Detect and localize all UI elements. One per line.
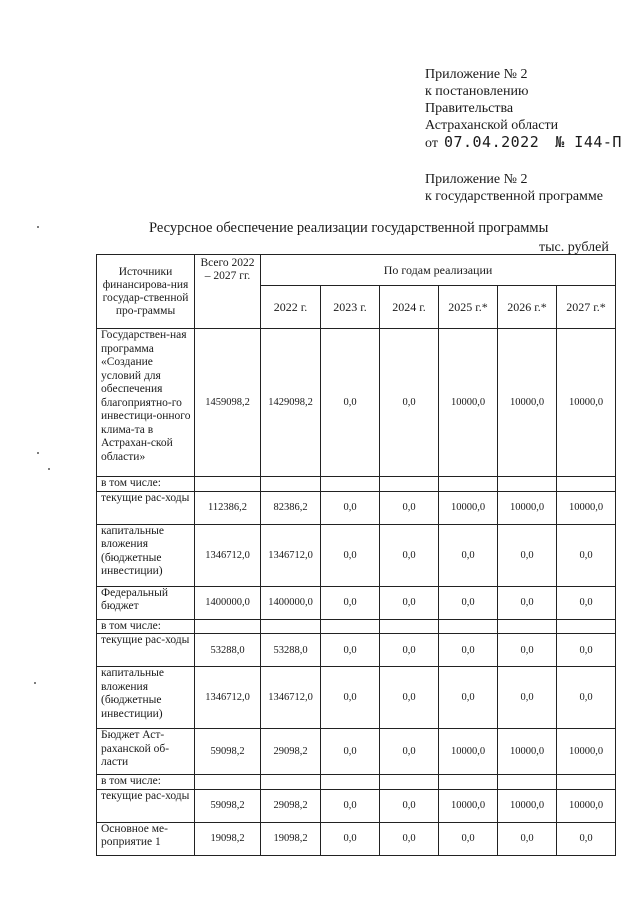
cell-year-value: 0,0 xyxy=(321,634,380,667)
cell-year-value: 0,0 xyxy=(321,729,380,775)
cell-year-value: 1429098,2 xyxy=(261,329,321,477)
unit-label: тыс. рублей xyxy=(539,240,609,255)
header-year: 2023 г. xyxy=(321,286,380,329)
cell-year-value: 0,0 xyxy=(498,634,557,667)
row-label: капитальные вложения (бюджетные инвестиции) xyxy=(97,667,195,729)
cell-year-value: 10000,0 xyxy=(557,729,616,775)
cell-year-value: 10000,0 xyxy=(439,491,498,524)
cell-year-value xyxy=(380,775,439,790)
cell-year-value: 0,0 xyxy=(321,667,380,729)
cell-year-value: 0,0 xyxy=(557,524,616,586)
cell-year-value: 29098,2 xyxy=(261,789,321,822)
scan-speck xyxy=(48,468,50,470)
appendix-decree-line2: к постановлению xyxy=(425,84,529,99)
cell-total: 1400000,0 xyxy=(195,586,261,619)
cell-year-value: 0,0 xyxy=(439,586,498,619)
cell-year-value: 0,0 xyxy=(557,822,616,855)
row-label: текущие рас-ходы xyxy=(97,634,195,667)
cell-total: 1346712,0 xyxy=(195,524,261,586)
header-year: 2025 г.* xyxy=(439,286,498,329)
table-row xyxy=(97,329,616,477)
cell-year-value: 0,0 xyxy=(380,586,439,619)
cell-year-value: 0,0 xyxy=(321,789,380,822)
cell-year-value xyxy=(380,477,439,492)
cell-year-value: 0,0 xyxy=(498,586,557,619)
table-row xyxy=(97,619,616,634)
scan-speck xyxy=(37,452,39,454)
cell-total xyxy=(195,477,261,492)
row-label: Основное ме-роприятие 1 xyxy=(97,822,195,855)
cell-year-value: 0,0 xyxy=(380,524,439,586)
cell-year-value: 0,0 xyxy=(557,634,616,667)
row-label: Бюджет Аст-раханской об-ласти xyxy=(97,729,195,775)
cell-year-value: 1400000,0 xyxy=(261,586,321,619)
cell-year-value: 10000,0 xyxy=(557,329,616,477)
cell-year-value: 10000,0 xyxy=(498,329,557,477)
table-row xyxy=(97,729,616,775)
header-year: 2022 г. xyxy=(261,286,321,329)
table-row xyxy=(97,667,616,729)
cell-year-value: 0,0 xyxy=(557,586,616,619)
cell-year-value: 0,0 xyxy=(439,822,498,855)
cell-total: 112386,2 xyxy=(195,491,261,524)
cell-year-value: 0,0 xyxy=(439,634,498,667)
cell-year-value xyxy=(321,775,380,790)
cell-year-value: 10000,0 xyxy=(498,789,557,822)
cell-total: 59098,2 xyxy=(195,729,261,775)
cell-total: 53288,0 xyxy=(195,634,261,667)
cell-year-value: 10000,0 xyxy=(557,789,616,822)
table-row xyxy=(97,524,616,586)
row-label: в том числе: xyxy=(97,477,195,492)
scan-speck xyxy=(37,226,39,228)
cell-total: 59098,2 xyxy=(195,789,261,822)
cell-year-value xyxy=(261,775,321,790)
cell-year-value xyxy=(439,477,498,492)
resource-table xyxy=(96,254,616,856)
cell-year-value: 53288,0 xyxy=(261,634,321,667)
cell-year-value: 29098,2 xyxy=(261,729,321,775)
cell-year-value: 0,0 xyxy=(321,822,380,855)
appendix-program-block xyxy=(425,171,603,205)
cell-total: 19098,2 xyxy=(195,822,261,855)
cell-year-value xyxy=(498,477,557,492)
cell-year-value: 10000,0 xyxy=(439,789,498,822)
appendix-decree-block xyxy=(425,66,622,152)
cell-year-value xyxy=(498,619,557,634)
cell-year-value: 82386,2 xyxy=(261,491,321,524)
decree-date-line xyxy=(425,134,622,152)
table-row xyxy=(97,789,616,822)
row-label: Федеральный бюджет xyxy=(97,586,195,619)
table-row xyxy=(97,775,616,790)
cell-year-value: 0,0 xyxy=(380,491,439,524)
cell-year-value xyxy=(261,477,321,492)
header-year: 2027 г.* xyxy=(557,286,616,329)
document-title: Ресурсное обеспечение реализации государственной программы xyxy=(149,220,549,236)
header-source: Источники финансирова-ния государ-ственной про-граммы xyxy=(97,255,195,329)
cell-year-value xyxy=(439,619,498,634)
row-label: капитальные вложения (бюджетные инвестиции) xyxy=(97,524,195,586)
cell-year-value: 0,0 xyxy=(321,491,380,524)
cell-total xyxy=(195,619,261,634)
cell-year-value: 0,0 xyxy=(321,329,380,477)
cell-year-value: 10000,0 xyxy=(498,729,557,775)
cell-year-value: 0,0 xyxy=(439,667,498,729)
cell-year-value xyxy=(261,619,321,634)
cell-year-value xyxy=(557,775,616,790)
cell-year-value xyxy=(380,619,439,634)
row-label: Государствен-ная программа «Создание условий для обеспечения благоприятно-го инвестици-онного клима-та в Астрахан-ской области» xyxy=(97,329,195,477)
cell-year-value: 0,0 xyxy=(380,634,439,667)
cell-year-value: 1346712,0 xyxy=(261,667,321,729)
table-row xyxy=(97,586,616,619)
cell-year-value xyxy=(557,477,616,492)
cell-year-value: 10000,0 xyxy=(498,491,557,524)
header-year: 2024 г. xyxy=(380,286,439,329)
cell-total: 1346712,0 xyxy=(195,667,261,729)
cell-year-value: 0,0 xyxy=(380,789,439,822)
cell-year-value: 0,0 xyxy=(321,586,380,619)
table-row xyxy=(97,822,616,855)
row-label: текущие рас-ходы xyxy=(97,789,195,822)
cell-year-value xyxy=(321,619,380,634)
cell-year-value: 0,0 xyxy=(498,667,557,729)
header-by-year: По годам реализации xyxy=(261,255,616,286)
row-label: текущие рас-ходы xyxy=(97,491,195,524)
cell-year-value xyxy=(321,477,380,492)
scan-speck xyxy=(34,682,36,684)
cell-year-value xyxy=(498,775,557,790)
header-year: 2026 г.* xyxy=(498,286,557,329)
cell-year-value: 0,0 xyxy=(380,822,439,855)
cell-year-value: 0,0 xyxy=(557,667,616,729)
appendix-decree-line3: Правительства xyxy=(425,101,514,116)
table-row xyxy=(97,491,616,524)
cell-year-value: 1346712,0 xyxy=(261,524,321,586)
decree-date-prefix: от xyxy=(425,136,438,151)
cell-year-value: 0,0 xyxy=(498,822,557,855)
cell-year-value xyxy=(439,775,498,790)
cell-year-value: 0,0 xyxy=(439,524,498,586)
cell-year-value: 10000,0 xyxy=(439,729,498,775)
row-label: в том числе: xyxy=(97,619,195,634)
decree-date: 07.04.2022 xyxy=(443,133,540,151)
cell-year-value: 0,0 xyxy=(380,729,439,775)
cell-total: 1459098,2 xyxy=(195,329,261,477)
header-total: Всего 2022 – 2027 гг. xyxy=(195,255,261,329)
appendix-program-line2: к государственной программе xyxy=(425,189,603,204)
cell-year-value xyxy=(557,619,616,634)
appendix-program-line1: Приложение № 2 xyxy=(425,172,528,187)
cell-year-value: 0,0 xyxy=(380,667,439,729)
decree-number: № I44-П xyxy=(555,133,622,151)
cell-year-value: 10000,0 xyxy=(439,329,498,477)
table-row xyxy=(97,477,616,492)
cell-year-value: 19098,2 xyxy=(261,822,321,855)
cell-total xyxy=(195,775,261,790)
appendix-decree-line1: Приложение № 2 xyxy=(425,67,528,82)
table-row xyxy=(97,634,616,667)
cell-year-value: 0,0 xyxy=(498,524,557,586)
appendix-decree-line4: Астраханской области xyxy=(425,118,559,133)
cell-year-value: 0,0 xyxy=(380,329,439,477)
row-label: в том числе: xyxy=(97,775,195,790)
cell-year-value: 10000,0 xyxy=(557,491,616,524)
cell-year-value: 0,0 xyxy=(321,524,380,586)
